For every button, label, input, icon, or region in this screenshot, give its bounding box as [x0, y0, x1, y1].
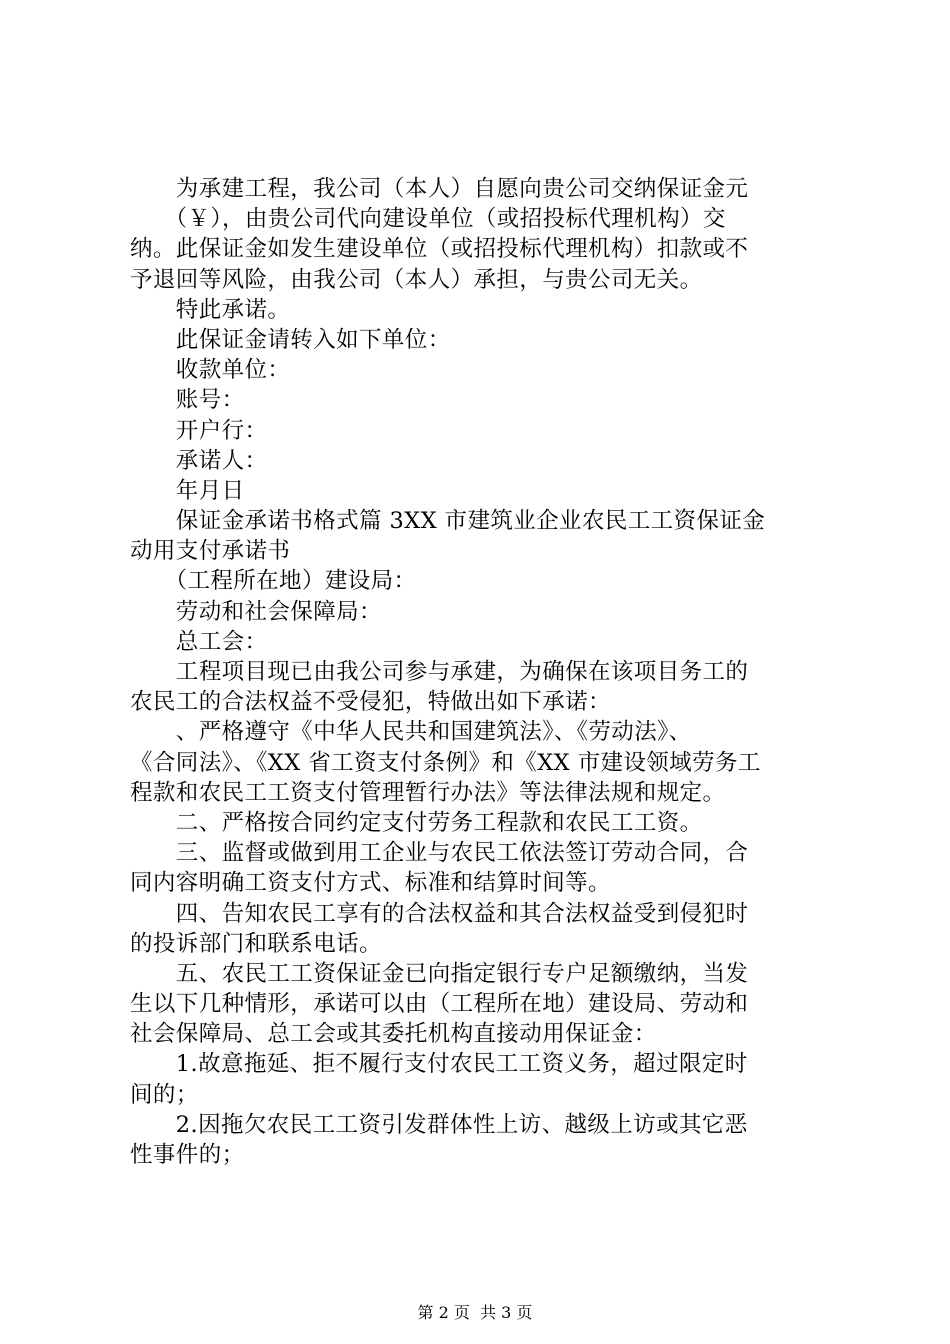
text-line: 、严格遵守《中华人民共和国建筑法》、《劳动法》、 [130, 719, 692, 746]
page-number-footer: 第 2 页 共 3 页 [417, 1303, 533, 1322]
text-line: 年月日 [130, 477, 245, 504]
text-line: 同内容明确工资支付方式、标准和结算时间等。 [130, 870, 611, 897]
text-line: 五、农民工工资保证金已向指定银行专户足额缴纳，当发 [130, 960, 749, 987]
text-line: （￥），由贵公司代向建设单位（或招投标代理机构）交 [130, 206, 726, 233]
text-line: 的投诉部门和联系电话。 [130, 930, 382, 957]
text-line: 工程项目现已由我公司参与承建，为确保在该项目务工的 [130, 659, 749, 685]
text-line: 2.因拖欠农民工工资引发群体性上访、越级上访或其它恶 [130, 1111, 748, 1138]
text-line: 农民工的合法权益不受侵犯，特做出如下承诺： [130, 689, 611, 716]
text-line: 承诺人： [130, 447, 268, 474]
text-line: 生以下几种情形，承诺可以由（工程所在地）建设局、劳动和 [130, 991, 749, 1018]
text-line: 收款单位： [130, 357, 291, 384]
text-line: 开户行： [130, 417, 268, 444]
text-line: 予退回等风险，由我公司（本人）承担，与贵公司无关。 [130, 266, 703, 293]
text-line: 特此承诺。 [130, 296, 291, 323]
document-body [130, 174, 830, 1170]
text-line: 总工会： [130, 628, 268, 655]
text-line: 二、严格按合同约定支付劳务工程款和农民工工资。 [130, 809, 703, 836]
text-line: （工程所在地）建设局： [130, 568, 417, 595]
text-line: 保证金承诺书格式篇 3XX 市建筑业企业农民工工资保证金 [130, 508, 766, 535]
text-line: 为承建工程，我公司（本人）自愿向贵公司交纳保证金元 [130, 176, 749, 202]
text-line: 动用支付承诺书 [130, 538, 291, 565]
text-line: 社会保障局、总工会或其委托机构直接动用保证金： [130, 1021, 657, 1048]
text-line: 性事件的； [130, 1142, 245, 1168]
text-line: 三、监督或做到用工企业与农民工依法签订劳动合同，合 [130, 840, 749, 867]
text-line: 四、告知农民工享有的合法权益和其合法权益受到侵犯时 [130, 900, 749, 927]
text-line: 程款和农民工工资支付管理暂行办法》等法律法规和规定。 [130, 779, 726, 806]
text-line: 《合同法》、《XX 省工资支付条例》和《XX 市建设领域劳务工 [130, 749, 761, 776]
text-line: 账号： [130, 387, 245, 414]
text-line: 1.故意拖延、拒不履行支付农民工工资义务，超过限定时 [130, 1051, 748, 1078]
text-line: 纳。此保证金如发生建设单位（或招投标代理机构）扣款或不 [130, 236, 749, 263]
text-line: 间的； [130, 1081, 199, 1108]
text-line: 此保证金请转入如下单位： [130, 326, 451, 353]
text-line: 劳动和社会保障局： [130, 598, 382, 625]
